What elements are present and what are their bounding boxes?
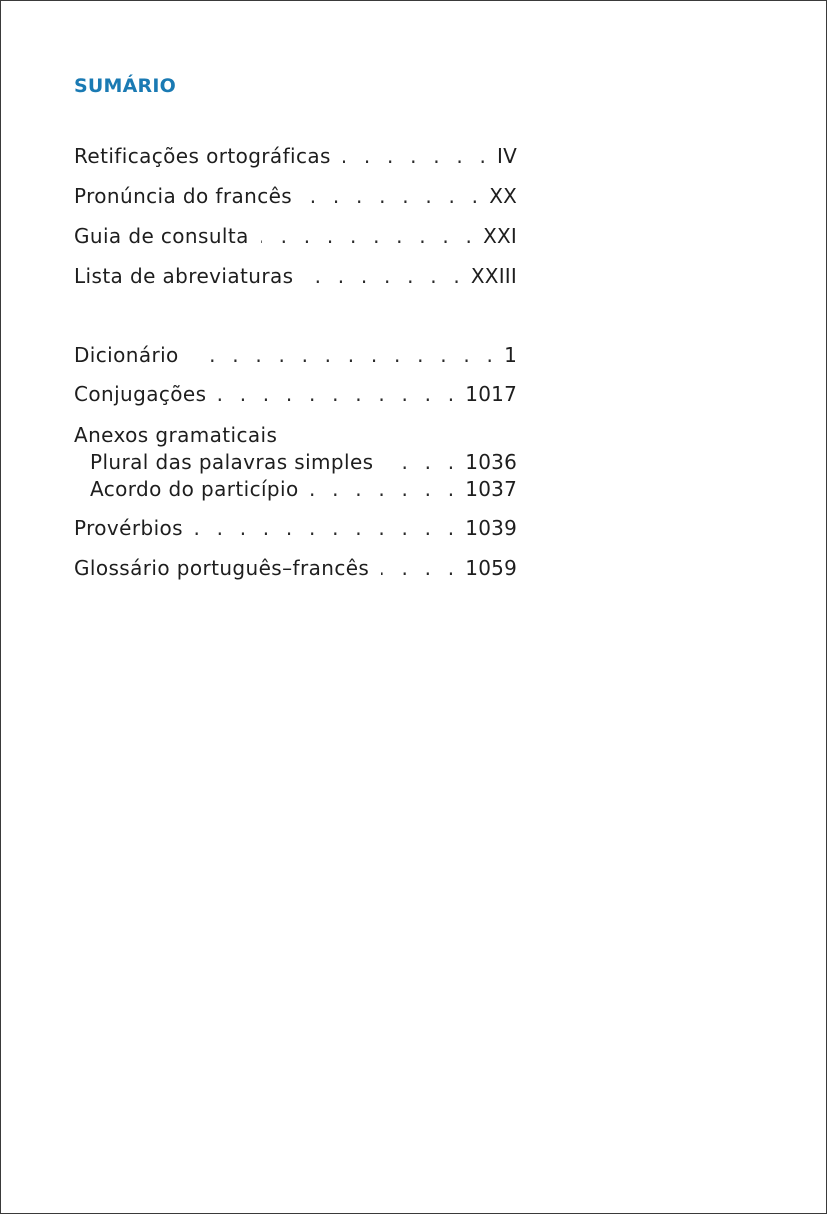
toc-leader-dots [261, 223, 477, 249]
toc-entry-guia [74, 223, 517, 249]
toc-entry-page: XXIII [470, 264, 517, 288]
toc-entry-label: Plural das palavras simples [90, 450, 374, 474]
toc-entry-page: 1017 [465, 382, 517, 406]
toc-entry-label: Glossário português–francês [74, 556, 370, 580]
toc-leader-dots [218, 381, 459, 407]
toc-entry-page: XXI [483, 224, 517, 248]
toc-entry-pronuncia [74, 183, 517, 209]
toc-entry-label: Provérbios [74, 516, 183, 540]
toc-entry-page: 1037 [465, 477, 517, 501]
toc-entry-label: Acordo do particípio [90, 477, 299, 501]
toc-entry-label: Retificações ortográficas [74, 144, 331, 168]
toc-entry-page: 1039 [465, 516, 517, 540]
toc-entry-page: IV [497, 144, 517, 168]
toc-entry-proverbios [74, 515, 517, 541]
toc-leader-dots [195, 515, 459, 541]
toc-entry-label: Lista de abreviaturas [74, 264, 294, 288]
toc-subentry-acordo [90, 476, 517, 502]
toc-entry-dicionario [74, 342, 517, 368]
toc-subentry-plural [90, 449, 517, 475]
toc-section-anexos: Anexos gramaticais [74, 423, 278, 447]
toc-leader-dots [304, 183, 483, 209]
toc-leader-dots [311, 476, 460, 502]
toc-entry-page: 1036 [465, 450, 517, 474]
toc-entry-retificacoes [74, 143, 517, 169]
toc-entry-glossario [74, 555, 517, 581]
toc-entry-lista [74, 263, 517, 289]
toc-entry-label: Conjugações [74, 382, 207, 406]
toc-leader-dots [381, 555, 459, 581]
toc-leader-dots [305, 263, 464, 289]
toc-entry-label: Guia de consulta [74, 224, 249, 248]
toc-leader-dots [386, 449, 460, 475]
toc-entry-page: 1059 [465, 556, 517, 580]
toc-leader-dots [191, 342, 498, 368]
toc-entry-conjugacoes [74, 381, 517, 407]
toc-entry-page: 1 [504, 343, 517, 367]
toc-entry-page: XX [489, 184, 517, 208]
toc-entry-label: Pronúncia do francês [74, 184, 293, 208]
toc-entry-label: Dicionário [74, 343, 179, 367]
toc-leader-dots [343, 143, 491, 169]
page-title: SUMÁRIO [74, 75, 176, 97]
